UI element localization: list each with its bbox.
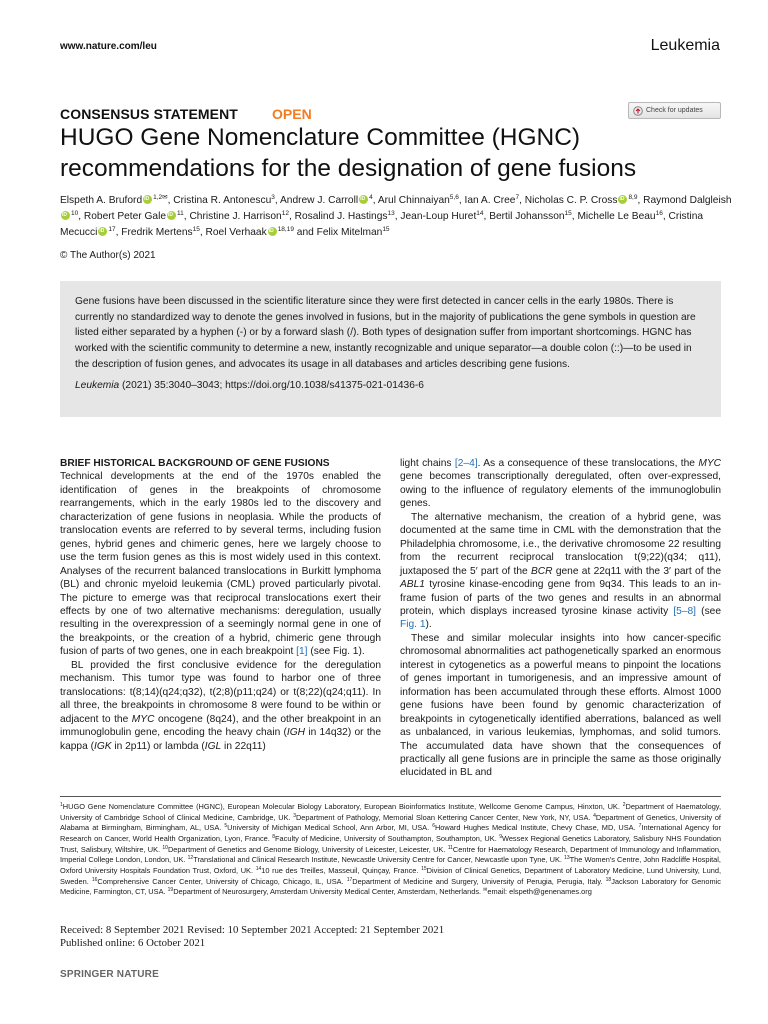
affiliation-text: Department of Genetics and Genome Biology, University of Leicester, Leicester, UK.: [167, 844, 448, 854]
affiliation-number: 2: [622, 802, 626, 808]
orcid-icon[interactable]: [143, 195, 152, 204]
body-column-left: [60, 457, 381, 753]
author-affiliation-marker: 12: [281, 210, 289, 217]
published-date: Published online: 6 October 2021: [60, 936, 206, 949]
orcid-icon[interactable]: [61, 211, 70, 220]
affiliation-text: International Agency for Research on Cancer, World Health Organization, Lyon, France.: [60, 823, 722, 843]
body-column-right: [400, 457, 721, 780]
citation-line: [75, 380, 707, 391]
author-separator: ,: [483, 211, 490, 222]
author-separator: ,: [199, 227, 206, 238]
author-name: Michelle Le Beau: [577, 211, 656, 222]
author-name: Arul Chinnaiyan: [377, 195, 450, 206]
author-name: Cristina Mecucci: [60, 211, 704, 238]
author-name: Robert Peter Gale: [83, 211, 167, 222]
orcid-icon[interactable]: [98, 227, 107, 236]
author-affiliation-marker: 15: [564, 210, 572, 217]
affiliation-number: 17: [346, 876, 353, 883]
author-separator: ,: [183, 211, 190, 222]
reference-link[interactable]: [2–4]: [454, 458, 478, 469]
affiliation-number: 9: [499, 833, 502, 840]
affiliation-text: email: elspeth@genenames.org: [487, 887, 592, 897]
author-separator: ,: [167, 195, 174, 206]
citation-details: (2021) 35:3040–3043; https://doi.org/10.1038/s41375-021-01436-6: [119, 379, 424, 391]
received-dates: Received: 8 September 2021 Revised: 10 September 2021 Accepted: 21 September 2021: [60, 924, 445, 936]
author-affiliation-marker: 15: [192, 226, 200, 233]
author-affiliation-marker: 18,19: [277, 226, 294, 233]
affiliation-number: 18: [605, 876, 612, 883]
affiliation-text: Jackson Laboratory for Genomic Medicine, Farmington, CT, USA.: [60, 876, 721, 897]
reference-link[interactable]: [5–8]: [673, 605, 697, 617]
journal-url-link[interactable]: www.nature.com/leu: [60, 41, 157, 52]
publisher-logo: SPRINGER NATURE: [60, 969, 159, 980]
affiliation-number: 10: [162, 844, 168, 851]
abstract-text: Gene fusions have been discussed in the scientific literature since they were first detected in cancer cells in the early 1980s. There is currently no standardized way to denote the genes involved in fusions, but in the majority of publications the gene symbols in question are listed either separated by a hyphen (-) or by a forward slash (/). Both types of designation suffer from important shortcomings. HGNC has worked with the scientific community to determine a new, instantly recognizable and unique separator—a double colon (::)—to be used in the description of fusion genes, and advocates its usage in all databases and articles describing gene fusions.: [75, 296, 696, 370]
author-list: [60, 193, 740, 241]
author-separator: ,: [394, 211, 401, 222]
author-separator: ,: [288, 211, 295, 222]
affiliations-list: [60, 802, 721, 898]
author-separator: ,: [637, 195, 644, 206]
paragraph-1: Technical developments at the end of the 1970s enabled the identification of genes in the breakpoints of chromosome rearrangements, which in the early 1980s led to the discovery and characterization of gene fusions in neoplasia. While the products of translocation events are referred to by several terms, including fusion genes, hybrid genes and chimeric genes, here we largely choose to use the term fusion genes as this is most widely used in this context. Analyses of the recurrent balanced translocations in Burkitt lymphoma (BL) and chronic myeloid leukemia (CML) proved particularly pivotal. The picture to emerge was that reciprocal translocations exert their effects by one of two alternative mechanisms: deregulation, usually resulting in the overexpression of a seemingly normal gene in one of the breakpoints, or the creation of a hybrid, chimeric gene through fusion of parts of two genes, one in each breakpoint [1] (see Fig. 1).: [60, 471, 381, 658]
paragraph-2: BL provided the first conclusive evidence for the deregulation mechanism. This tumor type was found to harbor one of three translocations: t(8;14)(q24;q32), t(2;8)(p11;q24) or t(8;22)(q24;q11). In all three, the breakpoints in chromosome 8 were found to be within or adjacent to the MYC oncogene (8q24), and the other breakpoint in an immunoglobulin gene, encoding the heavy chain (IGH in 14q32) or the kappa (IGK in 2p11) or lambda (IGL in 22q11): [60, 659, 381, 752]
figure-link[interactable]: Fig. 1: [400, 619, 426, 631]
orcid-icon[interactable]: [167, 211, 176, 220]
author-affiliation-marker: 7: [515, 194, 520, 201]
author-name: Elspeth A. Bruford: [60, 195, 143, 206]
section-heading: BRIEF HISTORICAL BACKGROUND OF GENE FUSIONS: [60, 458, 330, 469]
orcid-icon[interactable]: [268, 227, 277, 236]
affiliation-text: The Women's Centre, John Radcliffe Hospital, Oxford University Hospitals Foundation Trust, Oxford, UK.: [60, 855, 721, 875]
affiliation-text: Comprehensive Cancer Center, University of Chicago, Chicago, IL, USA.: [97, 876, 347, 886]
author-name: Raymond Dalgleish: [643, 195, 732, 206]
affiliation-number: 14: [255, 865, 262, 872]
orcid-icon[interactable]: [618, 195, 627, 204]
author-separator: ,: [274, 195, 280, 206]
affiliation-text: Faculty of Medicine, University of Southampton, Southampton, UK.: [275, 833, 500, 843]
copyright-notice: © The Author(s) 2021: [60, 250, 156, 261]
reference-link[interactable]: [1]: [296, 646, 308, 658]
affiliation-text: Department of Neurosurgery, Amsterdam University Medical Center, Amsterdam, Netherlands.: [173, 887, 484, 897]
author-name: Bertil Johansson: [489, 211, 565, 222]
author-affiliation-marker: 16: [655, 210, 663, 217]
author-affiliation-marker: 14: [476, 210, 484, 217]
check-for-updates-label: Check for updates: [646, 107, 703, 114]
affiliation-text: Department of Medicine and Surgery, University of Perugia, Perugia, Italy.: [352, 876, 606, 886]
author-name: Fredrik Mertens: [121, 227, 193, 238]
author-separator: ,: [458, 195, 465, 206]
affiliation-text: Centre for Haematology Research, Department of Immunology and Inflammation, Imperial College London, London, UK.: [60, 844, 721, 865]
affiliation-text: Department of Haematology, University of Cambridge School of Clinical Medicine, Cambridge, UK.: [60, 802, 722, 822]
author-separator: ,: [519, 195, 525, 206]
affiliation-number: 8: [272, 833, 276, 840]
affiliation-text: HUGO Gene Nomenclature Committee (HGNC), European Molecular Biology Laboratory, European Bioinformatics Institute, Wellcome Genome Campus, Hinxton, UK.: [62, 802, 623, 811]
open-access-badge: OPEN: [272, 106, 312, 122]
affiliation-number: 16: [91, 876, 98, 883]
affiliation-text: Howard Hughes Medical Institute, Chevy Chase, MD, USA.: [434, 823, 639, 833]
author-name: Jean-Loup Huret: [400, 211, 477, 222]
affiliation-number: 13: [564, 855, 570, 862]
journal-name: Leukemia: [650, 37, 720, 54]
abstract-box: [60, 281, 721, 417]
author-separator: and: [293, 227, 317, 238]
affiliation-number: ✉: [483, 887, 488, 894]
check-for-updates-button[interactable]: [628, 102, 721, 119]
affiliation-text: Wessex Regional Genetics Laboratory, Salisbury NHS Foundation Trust, Salisbury, Wiltshire, UK.: [60, 833, 721, 854]
author-affiliation-marker: 10: [71, 210, 79, 217]
author-name: Nicholas C. P. Cross: [524, 195, 618, 206]
paragraph-4: The alternative mechanism, the creation of a hybrid gene, was documented at the same time in CML with the demonstration that the Philadelphia chromosome, i.e., the derivative chromosome 22 resulting from the recurrent reciprocal translocation t(9;22)(q34; q11), juxtaposed the 5′ part of the BCR gene at 22q11 with the 3′ part of the ABL1 tyrosine kinase-encoding gene from 9q34. This leads to an in-frame fusion of parts of the two genes and results in an abnormal protein, which displays increased tyrosine kinase activity [5–8] (see Fig. 1).: [400, 511, 721, 631]
affiliation-text: Department of Genetics, University of Alabama at Birmingham, Birmingham, AL, USA.: [60, 812, 721, 833]
affiliation-text: 10 rue des Treilles, Masseuil, Quinçay, France.: [261, 865, 422, 875]
author-affiliation-marker: 17: [108, 226, 116, 233]
author-name: Andrew J. Carroll: [279, 195, 359, 206]
paragraph-3: light chains [2–4]. As a consequence of these translocations, the MYC gene becomes transcriptionally deregulated, often over-expressed, owing to the influence of regulatory elements of the immunoglobulin genes.: [400, 458, 721, 510]
affiliation-number: 3: [293, 812, 296, 819]
author-affiliation-marker: 4: [369, 194, 373, 201]
affiliation-text: Division of Clinical Genetics, Department of Laboratory Medicine, Lund University, Lund, Sweden.: [60, 865, 722, 886]
author-affiliation-marker: 3: [271, 194, 275, 201]
author-name: Ian A. Cree: [464, 195, 516, 206]
affiliation-number: 12: [187, 855, 194, 862]
author-separator: ,: [78, 211, 84, 222]
author-affiliation-marker: 13: [387, 210, 395, 217]
article-type-label: CONSENSUS STATEMENT: [60, 106, 238, 122]
affiliation-number: 7: [638, 823, 642, 830]
affiliation-text: University of Michigan Medical School, Ann Arbor, MI, USA.: [227, 823, 433, 833]
author-separator: ,: [372, 195, 378, 206]
affiliation-number: 19: [167, 887, 174, 894]
author-affiliation-marker: 11: [177, 210, 184, 217]
author-affiliation-marker: 5,6: [449, 194, 459, 201]
author-name: Roel Verhaak: [205, 227, 267, 238]
affiliation-text: Translational and Clinical Research Institute, Newcastle University Centre for Cancer, Newcastle upon Tyne, UK.: [193, 855, 565, 865]
paragraph-5: These and similar molecular insights into how cancer-specific chromosomal abnormalities act pathogenetically sparked an enormous interest in cytogenetics as a powerful means to pinpoint the locations of genes important in tumorigenesis, and an impressive amount of information has been accumulated through these efforts. Almost 1000 gene fusions have been found by genomic characterization of breakpoints in cytogenetically identified aberrations, balanced as well as unbalanced, in various leukemias, lymphomas, and solid tumors. The accumulated data have shown that the consequences of practically all gene fusions are in principle the same as those originally elucidated in BL and: [400, 632, 721, 779]
author-separator: ,: [571, 211, 578, 222]
affiliation-text: Department of Pathology, Memorial Sloan Kettering Cancer Center, New York, NY, USA.: [295, 812, 594, 822]
publication-dates: [60, 924, 444, 949]
author-affiliation-marker: 1,2✉: [153, 194, 168, 201]
footnote-divider: [60, 796, 721, 797]
author-name: Rosalind J. Hastings: [294, 211, 388, 222]
author-separator: ,: [115, 227, 122, 238]
author-name: Felix Mitelman: [316, 227, 383, 238]
affiliation-number: 11: [447, 844, 453, 851]
affiliation-number: 1: [60, 802, 63, 808]
author-name: Christine J. Harrison: [189, 211, 282, 222]
affiliation-number: 15: [421, 865, 427, 872]
citation-journal: Leukemia: [75, 379, 120, 391]
author-affiliation-marker: 8,9: [628, 194, 638, 201]
affiliation-number: 5: [224, 823, 228, 830]
affiliation-number: 4: [593, 812, 596, 819]
author-name: Cristina R. Antonescu: [173, 195, 272, 206]
author-separator: ,: [662, 211, 669, 222]
orcid-icon[interactable]: [359, 195, 368, 204]
article-title: HUGO Gene Nomenclature Committee (HGNC) recommendations for the designation of gene fusions: [60, 124, 637, 182]
author-affiliation-marker: 15: [382, 226, 390, 233]
check-updates-icon: [633, 106, 643, 116]
affiliation-number: 6: [432, 823, 435, 830]
